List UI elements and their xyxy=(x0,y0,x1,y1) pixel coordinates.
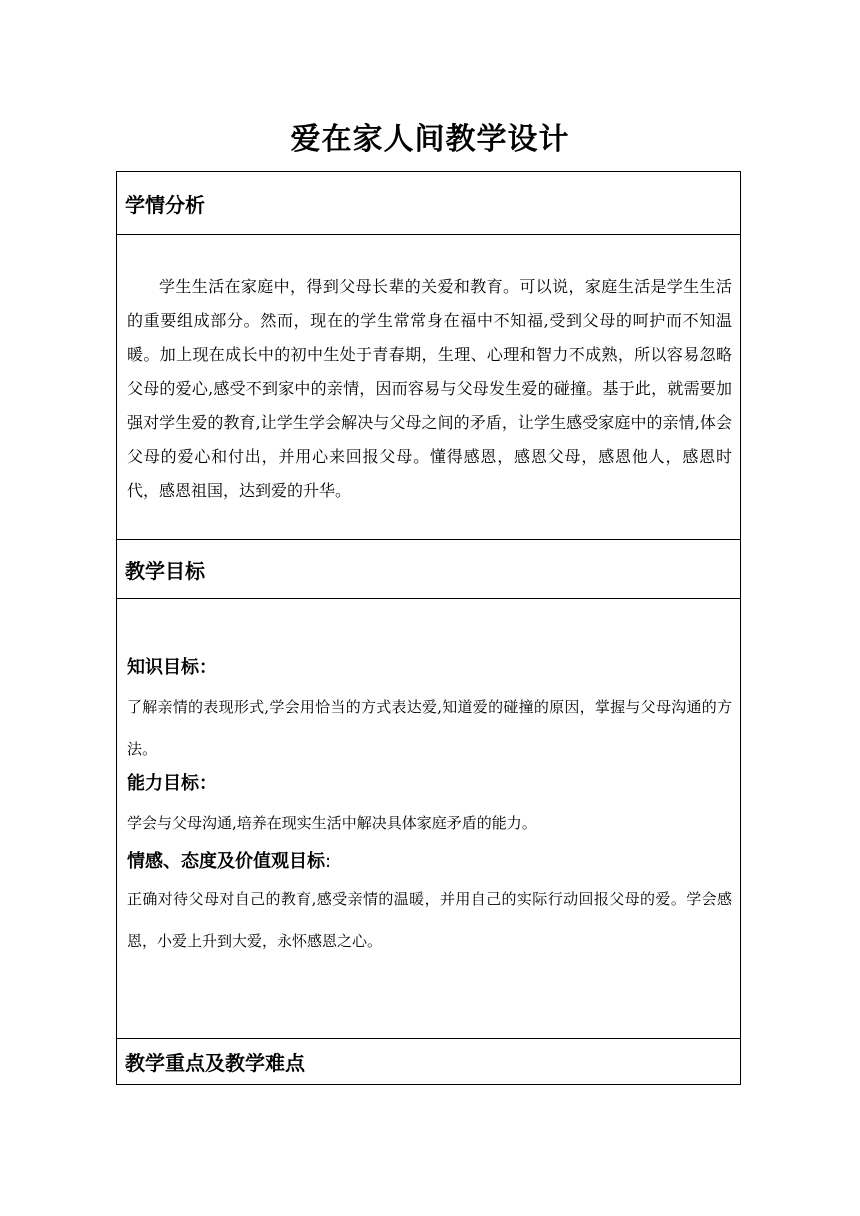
emotion-goal-text: 正确对待父母对自己的教育,感受亲情的温暖，并用自己的实际行动回报父母的爱。学会感恩，小爱上升到大爱，永怀感恩之心。 xyxy=(127,890,732,950)
lesson-plan-table xyxy=(116,171,741,1085)
section-header-goals xyxy=(117,540,740,599)
knowledge-goal-heading: 知识目标： xyxy=(127,657,217,678)
section-body-goals xyxy=(117,599,740,1039)
section-title-key-points: 教学重点及教学难点 xyxy=(125,1051,305,1075)
ability-goal-text: 学会与父母沟通,培养在现实生活中解决具体家庭矛盾的能力。 xyxy=(127,814,537,832)
section-header-key-points xyxy=(117,1039,740,1084)
ability-goal-heading: 能力目标： xyxy=(127,773,217,794)
page-title: 爱在家人间教学设计 xyxy=(290,122,570,157)
emotion-goal-heading-label: 情感、态度及价值观目标 xyxy=(127,851,325,872)
emotion-goal-heading-colon: : xyxy=(325,851,332,872)
section-body-analysis xyxy=(117,235,740,540)
section-title-analysis: 学情分析 xyxy=(125,192,205,217)
knowledge-goal-text: 了解亲情的表现形式,学会用恰当的方式表达爱,知道爱的碰撞的原因，掌握与父母沟通的方法。 xyxy=(127,698,732,758)
section-header-analysis xyxy=(117,172,740,235)
analysis-paragraph: 学生生活在家庭中，得到父母长辈的关爱和教育。可以说，家庭生活是学生生活的重要组成部分。然而，现在的学生常常身在福中不知福,受到父母的呵护而不知温暖。加上现在成长中的初中生处于青春期，生理、心理和智力不成熟，所以容易忽略父母的爱心,感受不到家中的亲情，因而容易与父母发生爱的碰撞。基于此，就需要加强对学生爱的教育,让学生学会解决与父母之间的矛盾，让学生感受家庭中的亲情,体会父母的爱心和付出，并用心来回报父母。懂得感恩，感恩父母，感恩他人，感恩时代，感恩祖国，达到爱的升华。 xyxy=(127,277,732,500)
section-title-goals: 教学目标 xyxy=(125,558,205,583)
emotion-goal-heading xyxy=(127,848,732,876)
